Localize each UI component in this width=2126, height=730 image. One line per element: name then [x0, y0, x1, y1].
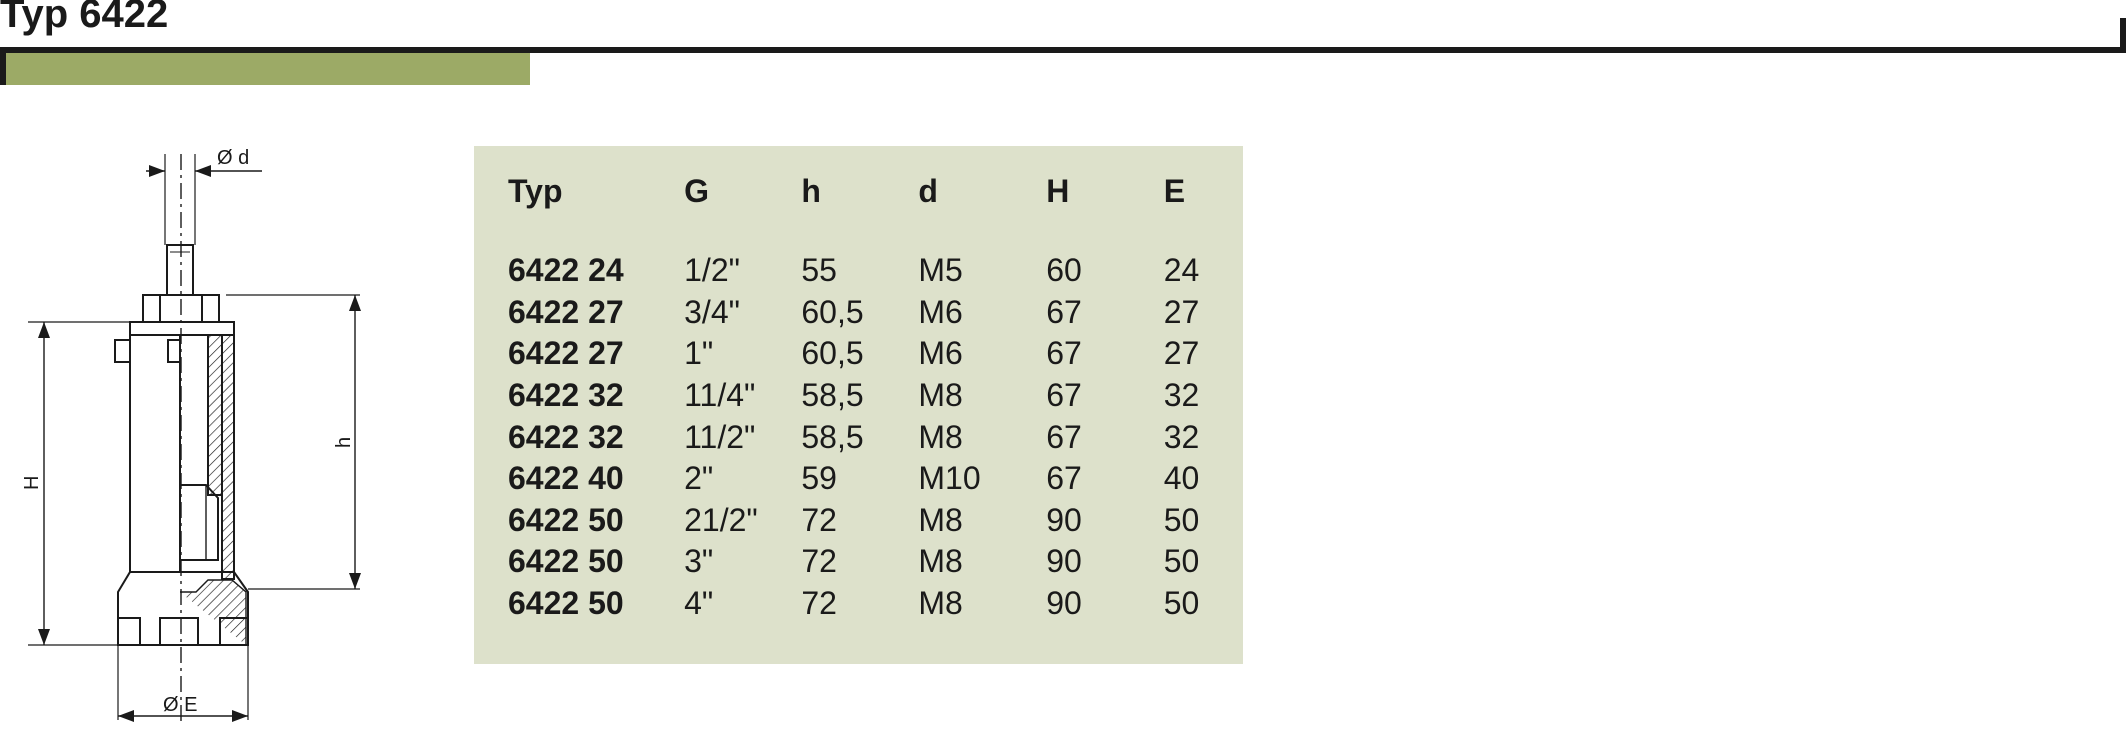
label-diameter-d: Ø d	[217, 147, 250, 169]
table-row	[508, 375, 1243, 417]
cell-g: 11/2"	[684, 418, 756, 455]
cell-e: 50	[1163, 585, 1200, 622]
column-header-typ: Typ	[508, 172, 563, 209]
cell-d: M8	[918, 543, 963, 580]
cell-typ: 6422 32	[508, 418, 624, 455]
cell-e: 50	[1163, 501, 1200, 538]
cell-h-large: 90	[1046, 585, 1082, 622]
cell-e: 24	[1163, 252, 1200, 289]
cell-h-large: 67	[1046, 418, 1082, 455]
cell-typ: 6422 50	[508, 543, 624, 580]
cell-h-small: 55	[801, 252, 837, 289]
label-diameter-E: Ø E	[163, 694, 198, 716]
cell-h-small: 58,5	[801, 377, 864, 414]
table-row	[508, 416, 1243, 458]
spec-table	[508, 168, 1243, 624]
table-header-row	[508, 168, 1243, 214]
cell-h-large: 67	[1046, 293, 1082, 330]
cell-h-large: 67	[1046, 335, 1082, 372]
cell-typ: 6422 27	[508, 293, 624, 330]
cell-g: 3"	[684, 543, 714, 580]
cell-typ: 6422 27	[508, 335, 624, 372]
cell-e: 50	[1163, 543, 1200, 580]
cell-h-small: 60,5	[801, 293, 864, 330]
table-row	[508, 292, 1243, 334]
accent-bar	[6, 53, 530, 85]
header-rule-right-tick	[2120, 18, 2126, 53]
cell-d: M8	[918, 377, 963, 414]
cell-d: M5	[918, 252, 963, 289]
cell-e: 40	[1163, 460, 1200, 497]
cell-d: M6	[918, 293, 963, 330]
cell-g: 11/4"	[684, 377, 756, 414]
cell-e: 27	[1163, 335, 1200, 372]
table-row	[508, 583, 1243, 625]
cell-h-large: 90	[1046, 501, 1082, 538]
cell-h-large: 60	[1046, 252, 1082, 289]
column-header-h-large: H	[1046, 172, 1070, 209]
cell-typ: 6422 32	[508, 377, 624, 414]
spec-table-panel	[474, 146, 1243, 664]
cell-h-small: 59	[801, 460, 837, 497]
cell-e: 32	[1163, 418, 1200, 455]
cell-h-large: 67	[1046, 460, 1082, 497]
cell-h-large: 67	[1046, 377, 1082, 414]
table-row	[508, 541, 1243, 583]
cell-g: 3/4"	[684, 293, 740, 330]
cell-g: 21/2"	[684, 501, 758, 538]
column-header-g: G	[684, 172, 710, 209]
cell-h-large: 90	[1046, 543, 1082, 580]
cell-g: 2"	[684, 460, 714, 497]
label-height-H: H	[21, 475, 43, 490]
cell-typ: 6422 50	[508, 585, 624, 622]
cell-d: M8	[918, 418, 963, 455]
cell-h-small: 60,5	[801, 335, 864, 372]
technical-drawing	[0, 140, 355, 730]
cell-d: M10	[918, 460, 981, 497]
cell-h-small: 72	[801, 585, 837, 622]
cell-d: M8	[918, 501, 963, 538]
cell-d: M8	[918, 585, 963, 622]
cell-g: 1"	[684, 335, 714, 372]
cell-h-small: 58,5	[801, 418, 864, 455]
cell-e: 27	[1163, 293, 1200, 330]
cell-d: M6	[918, 335, 963, 372]
column-header-d: d	[918, 172, 938, 209]
cell-h-small: 72	[801, 543, 837, 580]
cell-typ: 6422 24	[508, 252, 624, 289]
label-height-h: h	[333, 436, 355, 448]
cell-typ: 6422 50	[508, 501, 624, 538]
table-row	[508, 500, 1243, 542]
table-row	[508, 333, 1243, 375]
cell-g: 1/2"	[684, 252, 740, 289]
table-row	[508, 250, 1243, 292]
page-title: Typ 6422	[0, 0, 169, 36]
cell-e: 32	[1163, 377, 1200, 414]
cell-h-small: 72	[801, 501, 837, 538]
cell-typ: 6422 40	[508, 460, 624, 497]
cell-g: 4"	[684, 585, 714, 622]
column-header-e: E	[1163, 172, 1186, 209]
table-row	[508, 458, 1243, 500]
column-header-h-small: h	[801, 172, 821, 209]
